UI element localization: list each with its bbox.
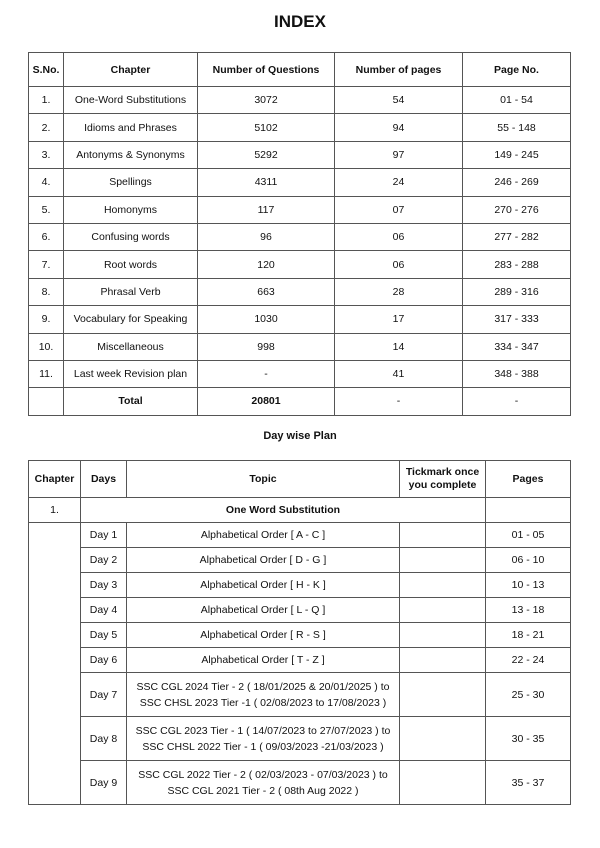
row-pages-count: 97	[335, 141, 463, 168]
row-pages-count: 41	[335, 360, 463, 387]
plan-day: Day 3	[81, 573, 127, 598]
plan-pages: 25 - 30	[486, 673, 571, 717]
table-row	[29, 196, 571, 223]
row-questions: 1030	[198, 306, 335, 333]
day-plan-table	[28, 460, 571, 805]
plan-tickmark-box[interactable]	[400, 573, 486, 598]
plan-day-row	[29, 573, 571, 598]
row-sno: 10.	[29, 333, 64, 360]
plan-topic-line-1: SSC CGL 2022 Tier - 2 ( 02/03/2023 - 07/03/2023 ) to	[138, 768, 388, 781]
plan-pages: 06 - 10	[486, 548, 571, 573]
row-chapter: Vocabulary for Speaking	[64, 306, 198, 333]
table-row	[29, 360, 571, 387]
plan-day-row	[29, 523, 571, 548]
row-page-no: 246 - 269	[463, 169, 571, 196]
row-chapter: One-Word Substitutions	[64, 87, 198, 114]
total-empty	[29, 388, 64, 415]
plan-topic	[127, 717, 400, 761]
row-page-no: 270 - 276	[463, 196, 571, 223]
index-header-row	[29, 53, 571, 87]
row-pages-count: 07	[335, 196, 463, 223]
table-row	[29, 141, 571, 168]
row-page-no: 277 - 282	[463, 223, 571, 250]
plan-day: Day 4	[81, 598, 127, 623]
plan-chapter-name: One Word Substitution	[81, 498, 486, 523]
plan-day-row	[29, 648, 571, 673]
header-plan-tickmark: Tickmark once you complete	[400, 461, 486, 498]
row-sno: 1.	[29, 87, 64, 114]
table-row	[29, 114, 571, 141]
row-pages-count: 94	[335, 114, 463, 141]
plan-day: Day 2	[81, 548, 127, 573]
row-page-no: 289 - 316	[463, 278, 571, 305]
row-page-no: 55 - 148	[463, 114, 571, 141]
header-sno: S.No.	[29, 53, 64, 87]
header-plan-chapter: Chapter	[29, 461, 81, 498]
plan-pages: 18 - 21	[486, 623, 571, 648]
total-pages: -	[335, 388, 463, 415]
row-questions: 998	[198, 333, 335, 360]
table-row	[29, 87, 571, 114]
plan-tickmark-box[interactable]	[400, 598, 486, 623]
plan-chapter-span-empty	[29, 523, 81, 805]
plan-topic	[127, 673, 400, 717]
total-questions: 20801	[198, 388, 335, 415]
header-plan-topic: Topic	[127, 461, 400, 498]
plan-topic	[127, 761, 400, 805]
plan-tickmark-box[interactable]	[400, 523, 486, 548]
row-chapter: Idioms and Phrases	[64, 114, 198, 141]
row-page-no: 283 - 288	[463, 251, 571, 278]
total-page-no: -	[463, 388, 571, 415]
table-row	[29, 278, 571, 305]
row-sno: 9.	[29, 306, 64, 333]
plan-chapter-row	[29, 498, 571, 523]
plan-pages: 13 - 18	[486, 598, 571, 623]
row-chapter: Antonyms & Synonyms	[64, 141, 198, 168]
row-sno: 5.	[29, 196, 64, 223]
row-sno: 6.	[29, 223, 64, 250]
plan-topic-line-1: SSC CGL 2023 Tier - 1 ( 14/07/2023 to 27/07/2023 ) to	[135, 724, 391, 737]
row-page-no: 348 - 388	[463, 360, 571, 387]
plan-body	[29, 498, 571, 805]
plan-day-row	[29, 548, 571, 573]
index-table	[28, 52, 571, 416]
plan-topic: Alphabetical Order [ D - G ]	[127, 548, 400, 573]
row-pages-count: 14	[335, 333, 463, 360]
row-chapter: Spellings	[64, 169, 198, 196]
plan-header-row	[29, 461, 571, 498]
plan-topic: Alphabetical Order [ A - C ]	[127, 523, 400, 548]
plan-topic: Alphabetical Order [ T - Z ]	[127, 648, 400, 673]
row-page-no: 317 - 333	[463, 306, 571, 333]
row-questions: 3072	[198, 87, 335, 114]
table-row	[29, 223, 571, 250]
row-page-no: 149 - 245	[463, 141, 571, 168]
plan-topic: Alphabetical Order [ R - S ]	[127, 623, 400, 648]
header-page-no: Page No.	[463, 53, 571, 87]
plan-topic-line-1: SSC CGL 2024 Tier - 2 ( 18/01/2025 & 20/01/2025 ) to	[136, 680, 390, 693]
plan-pages: 35 - 37	[486, 761, 571, 805]
row-pages-count: 54	[335, 87, 463, 114]
header-plan-pages: Pages	[486, 461, 571, 498]
plan-day: Day 1	[81, 523, 127, 548]
plan-day: Day 6	[81, 648, 127, 673]
plan-day-row	[29, 598, 571, 623]
row-questions: 120	[198, 251, 335, 278]
plan-topic-line-2: SSC CHSL 2022 Tier - 1 ( 09/03/2023 -21/03/2023 )	[142, 740, 384, 753]
index-body	[29, 87, 571, 416]
plan-day-row	[29, 717, 571, 761]
row-page-no: 334 - 347	[463, 333, 571, 360]
row-sno: 7.	[29, 251, 64, 278]
plan-day-row	[29, 673, 571, 717]
page-title: INDEX	[274, 12, 326, 31]
plan-pages: 01 - 05	[486, 523, 571, 548]
plan-day: Day 7	[81, 673, 127, 717]
row-page-no: 01 - 54	[463, 87, 571, 114]
plan-tickmark-box[interactable]	[400, 717, 486, 761]
plan-pages: 30 - 35	[486, 717, 571, 761]
plan-topic: Alphabetical Order [ L - Q ]	[127, 598, 400, 623]
plan-tickmark-box[interactable]	[400, 761, 486, 805]
row-pages-count: 28	[335, 278, 463, 305]
total-row	[29, 388, 571, 415]
plan-chapter-pages-empty	[486, 498, 571, 523]
plan-topic: Alphabetical Order [ H - K ]	[127, 573, 400, 598]
plan-tickmark-box[interactable]	[400, 648, 486, 673]
row-sno: 2.	[29, 114, 64, 141]
table-row	[29, 333, 571, 360]
header-chapter: Chapter	[64, 53, 198, 87]
table-row	[29, 306, 571, 333]
plan-topic-line-2: SSC CHSL 2023 Tier -1 ( 02/08/2023 to 17/08/2023 )	[139, 696, 387, 709]
plan-topic-line-2: SSC CGL 2021 Tier - 2 ( 08th Aug 2022 )	[167, 784, 359, 797]
row-pages-count: 06	[335, 251, 463, 278]
row-questions: 5102	[198, 114, 335, 141]
plan-chapter-number: 1.	[29, 498, 81, 523]
row-sno: 11.	[29, 360, 64, 387]
plan-tickmark-box[interactable]	[400, 623, 486, 648]
plan-pages: 22 - 24	[486, 648, 571, 673]
row-pages-count: 06	[335, 223, 463, 250]
row-questions: 5292	[198, 141, 335, 168]
header-plan-days: Days	[81, 461, 127, 498]
plan-pages: 10 - 13	[486, 573, 571, 598]
row-chapter: Miscellaneous	[64, 333, 198, 360]
row-questions: 96	[198, 223, 335, 250]
row-questions: 117	[198, 196, 335, 223]
total-label: Total	[64, 388, 198, 415]
table-row	[29, 169, 571, 196]
row-questions: 4311	[198, 169, 335, 196]
row-chapter: Homonyms	[64, 196, 198, 223]
plan-day: Day 8	[81, 717, 127, 761]
plan-day-row	[29, 623, 571, 648]
plan-day-row	[29, 761, 571, 805]
plan-day: Day 5	[81, 623, 127, 648]
row-sno: 4.	[29, 169, 64, 196]
row-chapter: Phrasal Verb	[64, 278, 198, 305]
plan-day: Day 9	[81, 761, 127, 805]
plan-tickmark-box[interactable]	[400, 673, 486, 717]
header-pages-count: Number of pages	[335, 53, 463, 87]
plan-tickmark-box[interactable]	[400, 548, 486, 573]
row-questions: -	[198, 360, 335, 387]
row-chapter: Last week Revision plan	[64, 360, 198, 387]
row-questions: 663	[198, 278, 335, 305]
row-chapter: Confusing words	[64, 223, 198, 250]
row-sno: 3.	[29, 141, 64, 168]
header-questions: Number of Questions	[198, 53, 335, 87]
plan-title: Day wise Plan	[263, 430, 337, 442]
row-chapter: Root words	[64, 251, 198, 278]
table-row	[29, 251, 571, 278]
row-pages-count: 17	[335, 306, 463, 333]
row-sno: 8.	[29, 278, 64, 305]
row-pages-count: 24	[335, 169, 463, 196]
